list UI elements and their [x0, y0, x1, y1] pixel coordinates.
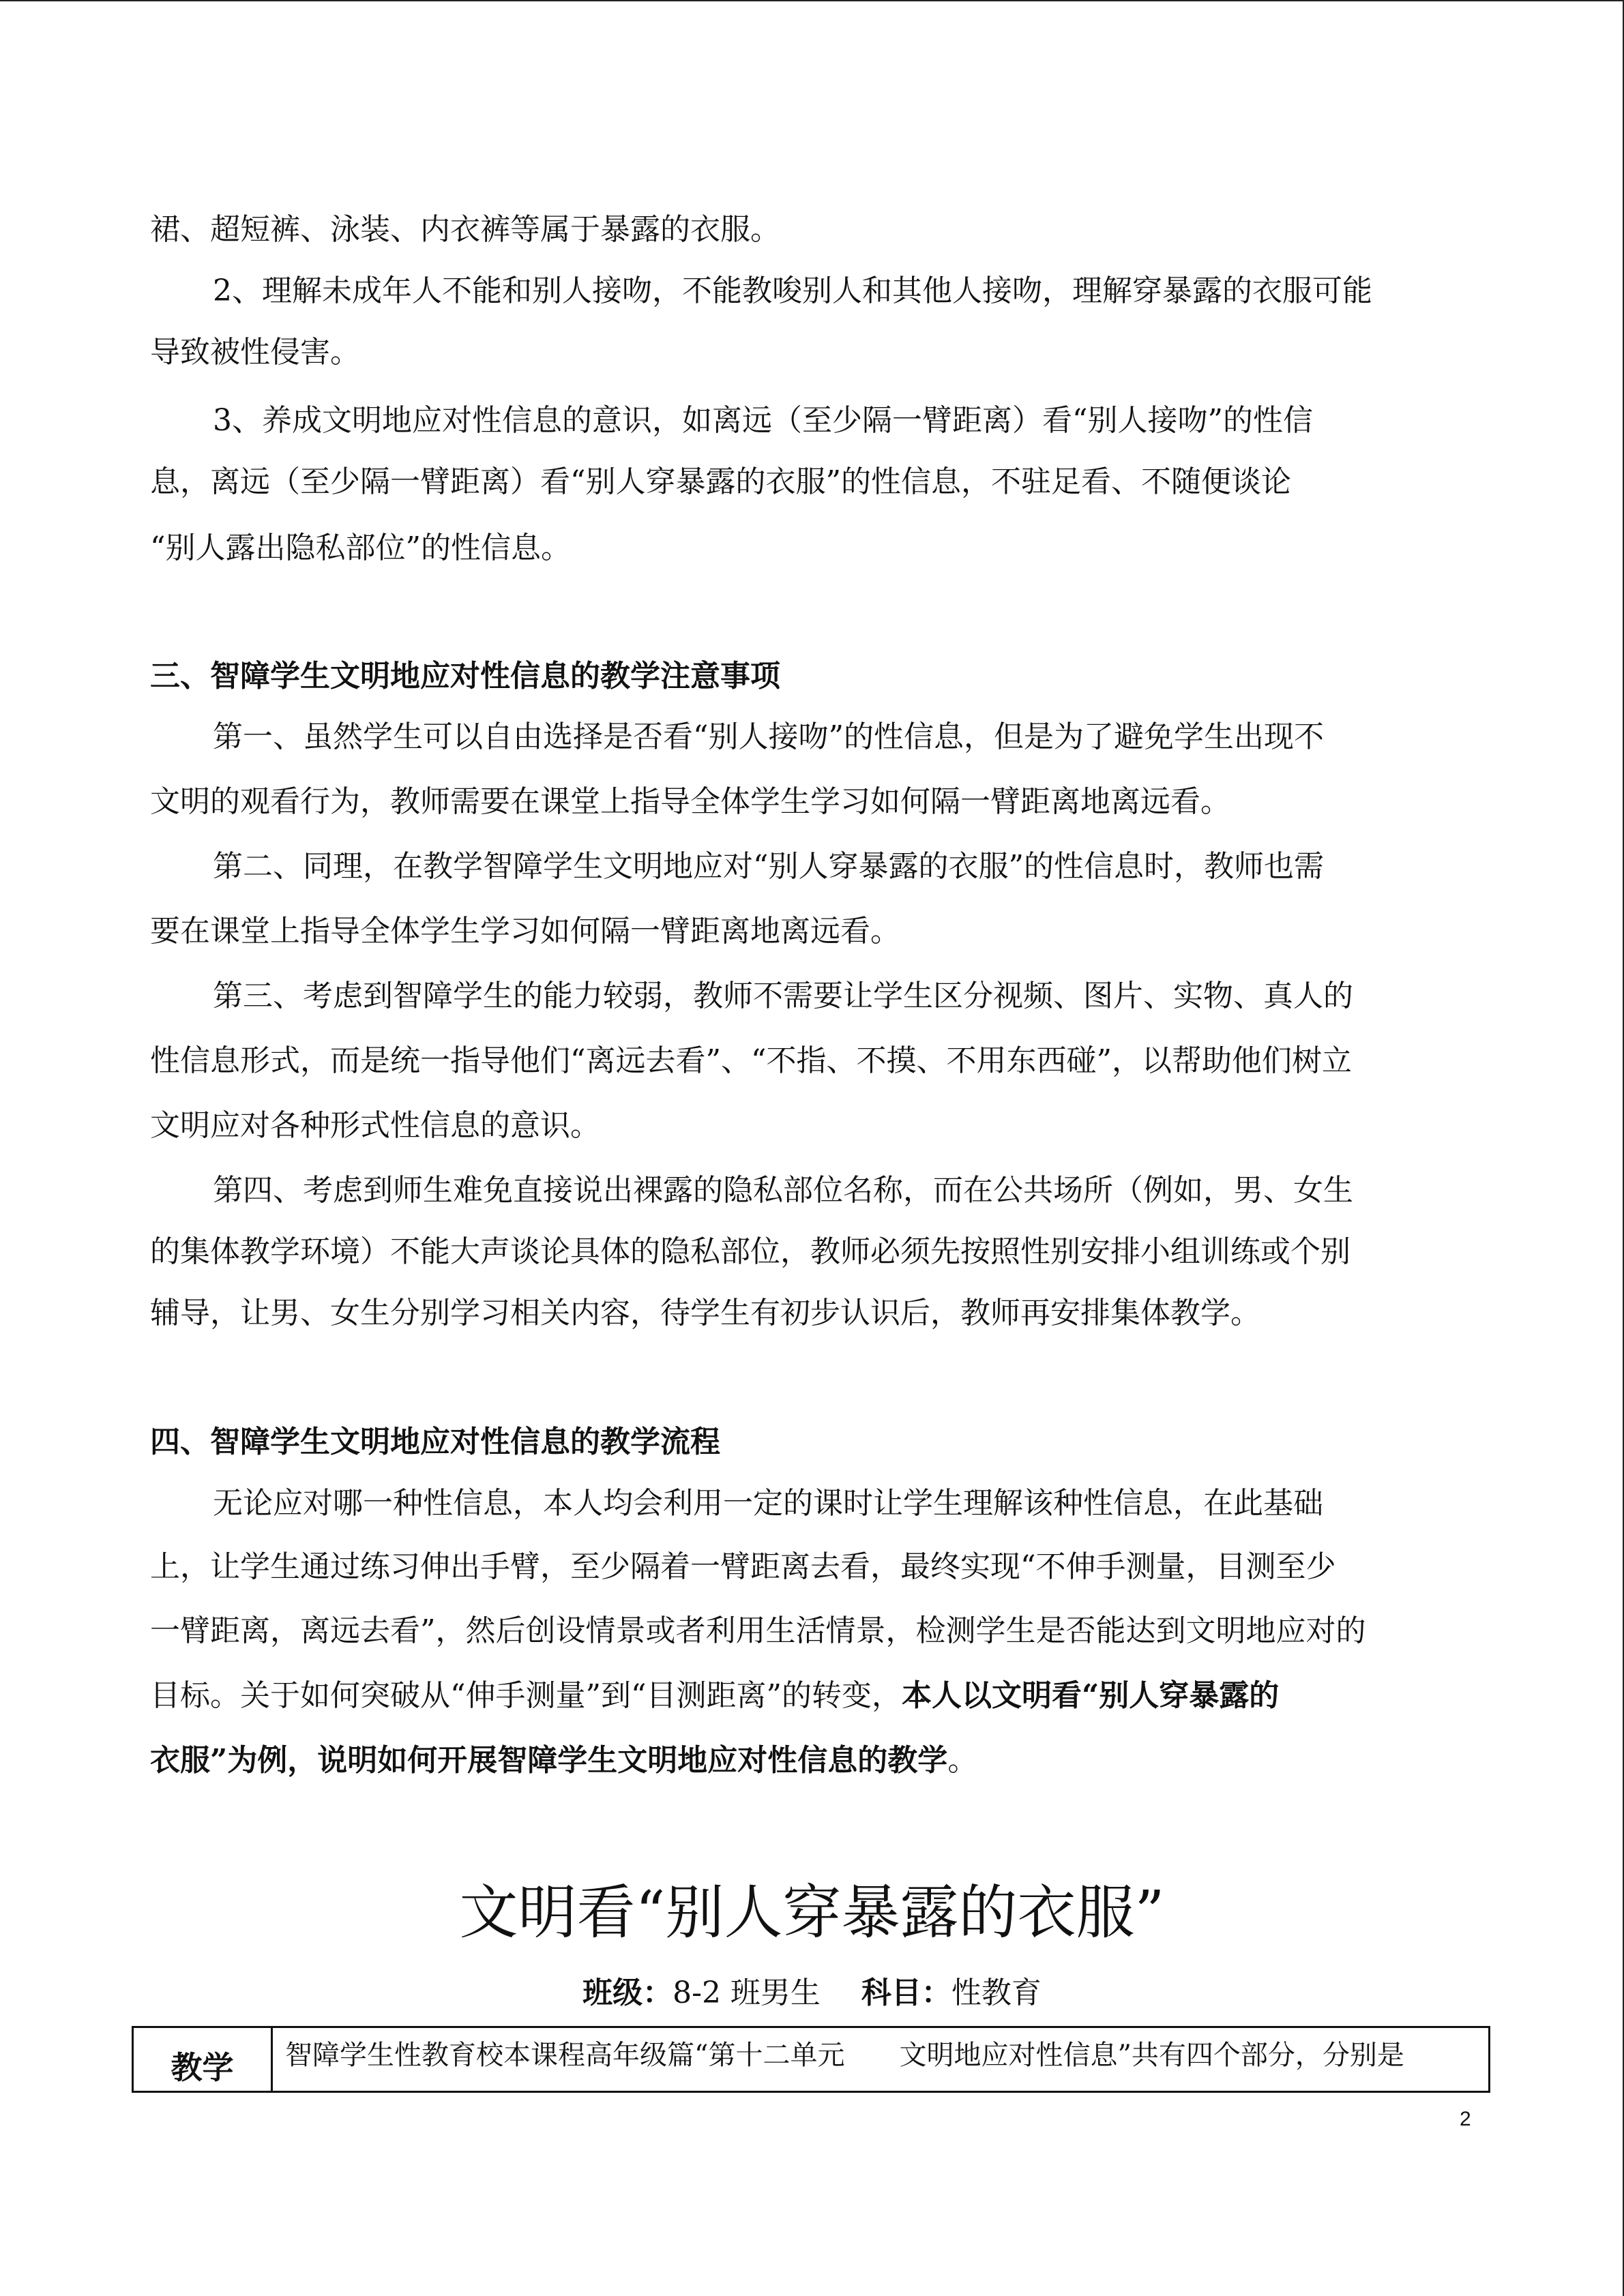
lesson-title: 文明看“别人穿暴露的衣服”	[459, 1879, 1165, 1947]
subject-label: 科目：	[861, 1976, 951, 2010]
lesson-info-table	[132, 2026, 1490, 2093]
section3-line-5: 第三、考虑到智障学生的能力较弱，教师不需要让学生区分视频、图片、实物、真人的	[213, 979, 1353, 1013]
class-label: 班级：	[582, 1976, 673, 2010]
section3-line-4: 要在课堂上指导全体学生学习如何隔一臂距离地离远看。	[150, 914, 900, 949]
body-line-3: 导致被性侵害。	[150, 335, 360, 370]
page-border-top	[0, 0, 1624, 1]
body-line-6: “别人露出隐私部位”的性信息。	[150, 531, 571, 565]
class-value: 8-2 班男生	[673, 1976, 821, 2010]
section3-line-2: 文明的观看行为，教师需要在课堂上指导全体学生学习如何隔一臂距离地离远看。	[150, 784, 1230, 819]
section3-line-7: 文明应对各种形式性信息的意识。	[150, 1108, 600, 1143]
section4-line-2: 上，让学生通过练习伸出手臂，至少隔着一臂距离去看，最终实现“不伸手测量，目测至少	[150, 1549, 1336, 1584]
section4-line-5-end: 。	[947, 1743, 978, 1778]
section4-line-1: 无论应对哪一种性信息，本人均会利用一定的课时让学生理解该种性信息，在此基础	[213, 1486, 1323, 1521]
section3-line-3: 第二、同理，在教学智障学生文明地应对“别人穿暴露的衣服”的性信息时，教师也需	[213, 849, 1324, 884]
section4-line-4	[150, 1672, 1480, 1720]
body-line-4: 3、养成文明地应对性信息的意识，如离远（至少隔一臂距离）看“别人接吻”的性信	[213, 403, 1313, 438]
section4-line-5	[150, 1737, 1480, 1785]
table-label-cell: 教学	[134, 2028, 273, 2091]
section4-line-3: 一臂距离，离远去看”，然后创设情景或者利用生活情景，检测学生是否能达到文明地应对的	[150, 1613, 1366, 1648]
body-line-5: 息，离远（至少隔一臂距离）看“别人穿暴露的衣服”的性信息，不驻足看、不随便谈论	[150, 464, 1291, 499]
subject-value: 性教育	[951, 1976, 1042, 2010]
table-text-cell: 智障学生性教育校本课程高年级篇“第十二单元 文明地应对性信息”共有四个部分，分别是	[285, 2040, 1404, 2071]
body-line-1: 裙、超短裤、泳装、内衣裤等属于暴露的衣服。	[150, 212, 780, 247]
section3-heading: 三、智障学生文明地应对性信息的教学注意事项	[150, 659, 780, 694]
lesson-meta	[0, 1969, 1624, 2017]
section3-line-8: 第四、考虑到师生难免直接说出裸露的隐私部位名称，而在公共场所（例如，男、女生	[213, 1173, 1353, 1208]
section4-line-4-emphasis: 本人以文明看“别人穿暴露的	[901, 1678, 1280, 1713]
section4-line-4-text: 目标。关于如何突破从“伸手测量”到“目测距离”的转变，	[150, 1678, 902, 1713]
section3-line-10: 辅导，让男、女生分别学习相关内容，待学生有初步认识后，教师再安排集体教学。	[150, 1296, 1260, 1330]
page-number: 2	[1460, 2108, 1471, 2130]
section3-line-9: 的集体教学环境）不能大声谈论具体的隐私部位，教师必须先按照性别安排小组训练或个别	[150, 1234, 1350, 1269]
section4-heading: 四、智障学生文明地应对性信息的教学流程	[150, 1425, 720, 1459]
section3-line-1: 第一、虽然学生可以自由选择是否看“别人接吻”的性信息，但是为了避免学生出现不	[213, 719, 1324, 754]
section3-line-6: 性信息形式，而是统一指导他们“离远去看”、“不指、不摸、不用东西碰”，以帮助他们树立	[150, 1043, 1352, 1078]
section4-line-5-emphasis: 衣服”为例，说明如何开展智障学生文明地应对性信息的教学	[150, 1743, 948, 1778]
body-line-2: 2、理解未成年人不能和别人接吻，不能教唆别人和其他人接吻，理解穿暴露的衣服可能	[213, 273, 1372, 308]
